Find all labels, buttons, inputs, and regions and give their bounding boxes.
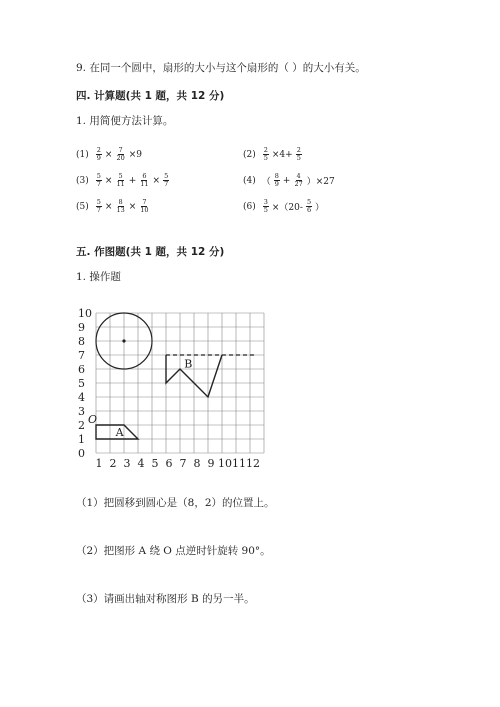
x-tick-label: 2 bbox=[109, 457, 117, 470]
x-tick-label: 4 bbox=[137, 457, 145, 470]
section-4-title: 四. 计算题(共 1 题，共 12 分) bbox=[76, 90, 225, 102]
fraction: $\frac{4}{27}$ bbox=[294, 172, 303, 188]
x-tick-label: 1 bbox=[95, 457, 103, 470]
y-tick-label: 10 bbox=[78, 307, 92, 320]
operator-text: × bbox=[152, 175, 161, 186]
fraction: $\frac{3}{5}$ bbox=[263, 198, 268, 214]
operator-text: ）×27 bbox=[306, 177, 335, 187]
calc-item-label: (2) bbox=[243, 149, 256, 160]
calc-item-6 bbox=[243, 199, 324, 214]
y-tick-label: 5 bbox=[78, 377, 85, 390]
operator-text: + bbox=[282, 175, 291, 186]
y-tick-label: 0 bbox=[78, 447, 85, 460]
question-4-1-prompt: 1. 用简便方法计算。 bbox=[76, 115, 174, 127]
circle-center-dot bbox=[122, 339, 125, 342]
x-tick-label: 6 bbox=[165, 457, 173, 470]
calc-item-4 bbox=[243, 173, 335, 188]
fraction: $\frac{5}{7}$ bbox=[164, 172, 169, 188]
fraction: $\frac{5}{7}$ bbox=[96, 198, 101, 214]
operator-text: ×9 bbox=[128, 149, 142, 160]
fraction: $\frac{7}{20}$ bbox=[116, 146, 125, 162]
question-5-1-prompt: 1. 操作题 bbox=[76, 271, 121, 283]
calc-item-label: (4) bbox=[243, 175, 256, 186]
operator-text: × bbox=[104, 149, 113, 160]
operator-text: ×（20- bbox=[271, 203, 303, 213]
x-tick-label: 5 bbox=[151, 457, 159, 470]
coordinate-grid bbox=[70, 303, 330, 478]
x-tick-label: 10 bbox=[218, 457, 232, 470]
fraction: $\frac{6}{11}$ bbox=[140, 172, 149, 188]
y-tick-label: 3 bbox=[78, 405, 85, 418]
y-tick-label: 1 bbox=[78, 433, 85, 446]
origin-label: O bbox=[88, 413, 98, 426]
fraction: $\frac{5}{6}$ bbox=[306, 198, 312, 214]
operator-text: × bbox=[128, 201, 137, 212]
calc-item-3 bbox=[76, 173, 170, 188]
calc-item-label: (5) bbox=[76, 201, 89, 212]
x-tick-label: 3 bbox=[123, 457, 131, 470]
operator-text: × bbox=[104, 201, 113, 212]
shape-b-label: B bbox=[184, 357, 193, 371]
operator-text: × bbox=[104, 175, 113, 186]
x-tick-label: 12 bbox=[246, 457, 260, 470]
x-tick-label: 11 bbox=[232, 457, 246, 470]
fraction: $\frac{2}{5}$ bbox=[263, 146, 268, 162]
y-tick-label: 8 bbox=[78, 335, 85, 348]
calc-item-5 bbox=[76, 199, 151, 214]
fraction: $\frac{8}{9}$ bbox=[274, 172, 279, 188]
question-9: 9. 在同一个圆中，扇形的大小与这个扇形的（ ）的大小有关。 bbox=[76, 62, 366, 74]
x-tick-label: 8 bbox=[193, 457, 201, 470]
x-tick-label: 9 bbox=[207, 457, 215, 470]
calc-item-label: (6) bbox=[243, 201, 256, 212]
y-tick-label: 2 bbox=[78, 419, 85, 432]
operator-text: （ bbox=[261, 177, 271, 187]
fraction: $\frac{5}{11}$ bbox=[116, 172, 125, 188]
operator-text: ） bbox=[315, 203, 325, 213]
y-tick-label: 4 bbox=[78, 391, 85, 404]
fraction: $\frac{2}{9}$ bbox=[96, 146, 101, 162]
section-5-title: 五. 作图题(共 1 题，共 12 分) bbox=[76, 246, 225, 258]
fraction: $\frac{2}{5}$ bbox=[296, 146, 301, 162]
fraction: $\frac{8}{13}$ bbox=[116, 198, 125, 214]
operator-text: + bbox=[128, 175, 137, 186]
calc-item-label: (3) bbox=[76, 175, 89, 186]
sub-question-1: （1）把圆移到圆心是（8，2）的位置上。 bbox=[76, 497, 275, 509]
shape-a-label: A bbox=[115, 426, 124, 439]
calc-item-label: (1) bbox=[76, 149, 89, 160]
y-tick-label: 6 bbox=[78, 363, 85, 376]
y-tick-label: 9 bbox=[78, 321, 85, 334]
fraction: $\frac{5}{7}$ bbox=[96, 172, 101, 188]
x-tick-label: 7 bbox=[179, 457, 187, 470]
fraction: $\frac{7}{10}$ bbox=[140, 198, 149, 214]
operator-text: ×4+ bbox=[271, 149, 293, 160]
y-tick-label: 7 bbox=[78, 349, 85, 362]
calc-item-2 bbox=[243, 147, 303, 162]
sub-question-2: （2）把图形 A 绕 O 点逆时针旋转 90°。 bbox=[76, 545, 271, 557]
calc-item-1 bbox=[76, 147, 142, 162]
sub-question-3: （3）请画出轴对称图形 B 的另一半。 bbox=[76, 593, 255, 605]
